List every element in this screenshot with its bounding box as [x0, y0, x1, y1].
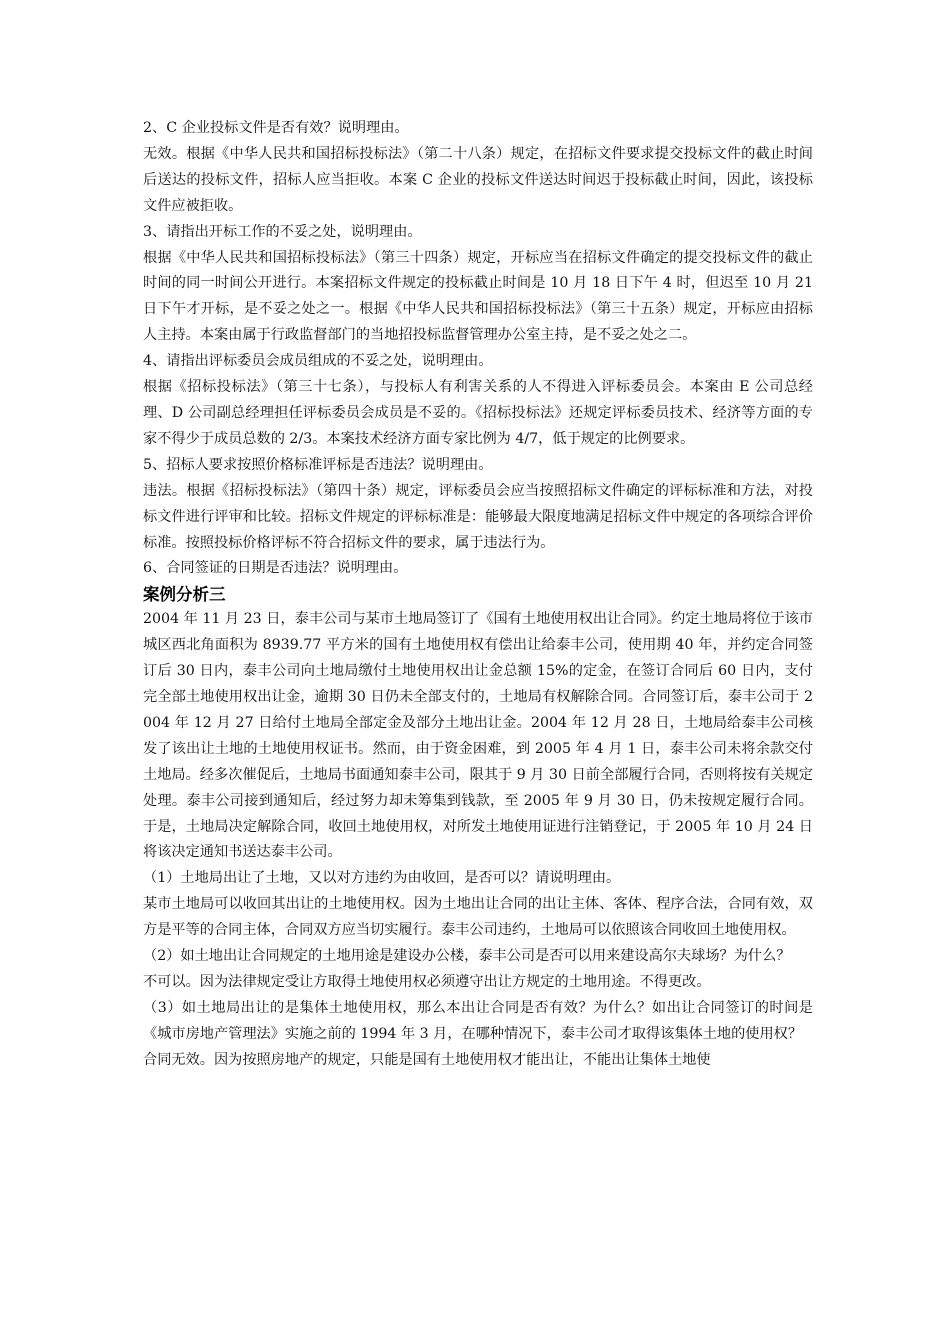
question-6: 6、合同签证的日期是否违法？说明理由。 — [143, 560, 408, 577]
case-answer-1: 某市土地局可以收回其出让的土地使用权。因为土地出让合同的出让主体、客体、程序合法，合同有效，双方是平等的合同主体，合同双方应当切实履行。泰丰公司违约，土地局可以依照该合同收回土地使用权。 — [143, 896, 813, 939]
case-description: 2004 年 11 月 23 日，泰丰公司与某市土地局签订了《国有土地使用权出让合同》。约定土地局将位于该市城区西北角面积为 8939.77 平方米的国有土地使用权有偿出让给泰丰公司，使用期 40 年，并约定合同签订后 30 日内，泰丰公司向土地局缴付土地使用权出让金总额 15%的定金，在签订合同后 60 日内，支付完全部土地使用权出让金，逾期 30 日仍未全部支付的，土地局有权解除合同。合同签订后，泰丰公司于 2004 年 12 月 27 日给付土地局全部定金及部分土地出让金。2004 年 12 月 28 日，土地局给泰丰公司核发了该出让土地的土地使用权证书。然而，由于资金困难，到 2005 年 4 月 1 日，泰丰公司未将余款交付土地局。经多次催促后，土地局书面通知泰丰公司，限其于 9 月 30 日前全部履行合同，否则将按有关规定处理。泰丰公司接到通知后，经过努力却未筹集到钱款，至 2005 年 9 月 30 日，仍未按规定履行合同。于是，土地局决定解除合同，收回土地使用权，对所发土地使用证进行注销登记，于 2005 年 10 月 24 日将该决定通知书送达泰丰公司。 — [143, 611, 813, 861]
answer-2: 无效。根据《中华人民共和国招标投标法》（第二十八条）规定，在招标文件要求提交投标文件的截止时间后送达的投标文件，招标人应当拒收。本案 C 企业的投标文件送达时间迟于投标截止时间，因此，该投标文件应被拒收。 — [143, 145, 813, 214]
case-answer-2: 不可以。因为法律规定受让方取得土地使用权必须遵守出让方规定的土地用途。不得更改。 — [143, 974, 711, 990]
section-heading: 案例分析三 — [143, 585, 226, 605]
answer-5: 违法。根据《招标投标法》（第四十条）规定，评标委员会应当按照招标文件确定的评标标准和方法，对投标文件进行评审和比较。招标文件规定的评标标准是：能够最大限度地满足招标文件中规定的各项综合评价标准。按照投标价格评标不符合招标文件的要求，属于违法行为。 — [143, 482, 813, 551]
answer-4: 根据《招标投标法》（第三十七条），与投标人有利害关系的人不得进入评标委员会。本案由 E 公司总经理、D 公司副总经理担任评标委员会成员是不妥的。《招标投标法》还规定评标委员技术、经济等方面的专家不得少于成员总数的 2/3。本案技术经济方面专家比例为 4/7，低于规定的比例要求。 — [143, 379, 813, 447]
question-5: 5、招标人要求按照价格标准评标是否违法？说明理由。 — [143, 456, 493, 473]
answer-3: 根据《中华人民共和国招标投标法》（第三十四条）规定，开标应当在招标文件确定的提交投标文件的截止时间的同一时间公开进行。本案招标文件规定的投标截止时间是 10 月 18 日下午 4 时，但迟至 10 月 21 日下午才开标，是不妥之处之一。根据《中华人民共和国招标投标法》（第三十五条）规定，开标应由招标人主持。本案由属于行政监督部门的当地招投标监督管理办公室主持，是不妥之处之二。 — [143, 249, 813, 344]
case-question-3: （3）如土地局出让的是集体土地使用权，那么本出让合同是否有效？为什么？如出让合同签订的时间是《城市房地产管理法》实施之前的 1994 年 3 月，在哪种情况下，泰丰公司才取得该集体土地的使用权？ — [143, 999, 813, 1042]
question-3: 3、请指出开标工作的不妥之处，说明理由。 — [143, 223, 422, 240]
case-question-2: （2）如土地出让合同规定的土地用途是建设办公楼，泰丰公司是否可以用来建设高尔夫球场？为什么？ — [143, 948, 791, 965]
question-4: 4、请指出评标委员会成员组成的不妥之处，说明理由。 — [143, 353, 493, 370]
case-question-1: （1）土地局出让了土地，又以对方违约为由收回，是否可以？请说明理由。 — [143, 870, 621, 887]
question-2: 2、C 企业投标文件是否有效？说明理由。 — [143, 120, 409, 136]
case-answer-3: 合同无效。因为按照房地产的规定，只能是国有土地使用权才能出让，不能出让集体土地使 — [143, 1051, 711, 1068]
document-body — [143, 116, 813, 1074]
